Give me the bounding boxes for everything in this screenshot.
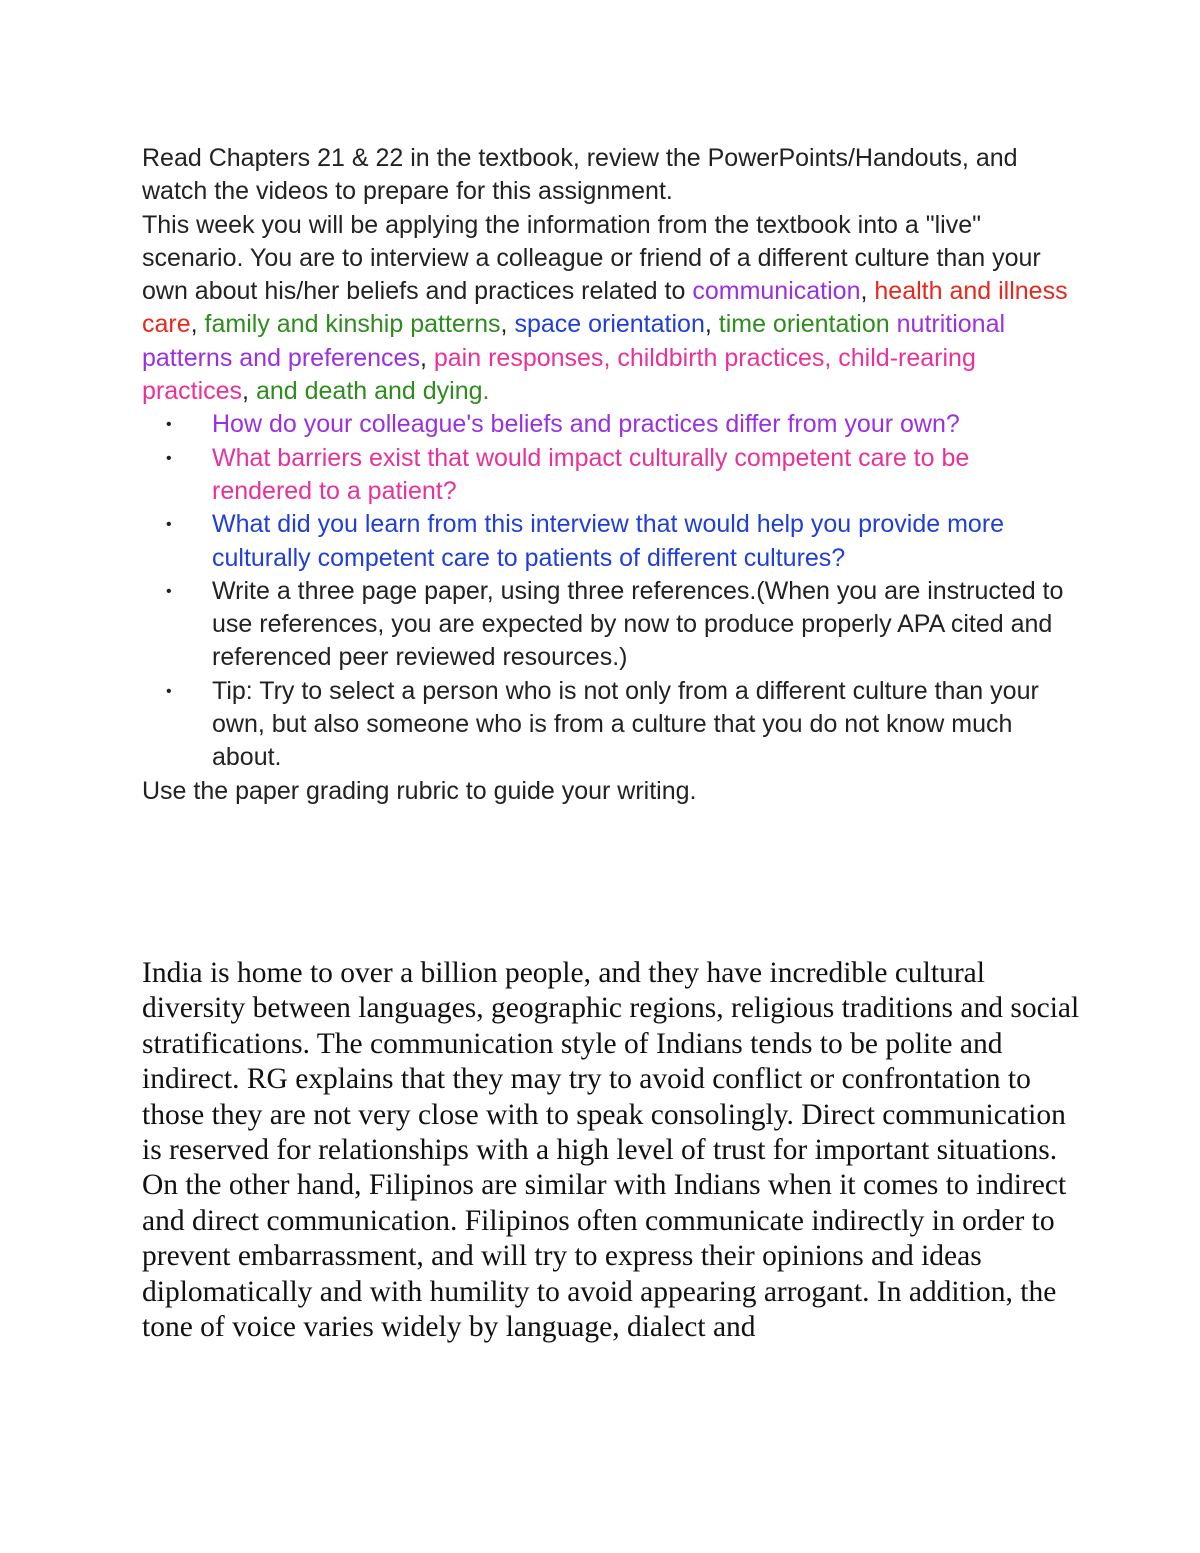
topic-family: family and kinship patterns bbox=[204, 310, 501, 339]
bullet-icon: • bbox=[166, 416, 172, 434]
closing-line: Use the paper grading rubric to guide your writing. bbox=[142, 776, 697, 805]
topic-pain: pain responses bbox=[433, 343, 604, 372]
list-item bbox=[142, 442, 1072, 509]
essay-paragraph: India is home to over a billion people, and they have incredible cultural diversity between languages, geographic regions, religious traditions and social stratifications. The communication style of Indians tends to be polite and indirect. RG explains that they may try to avoid conflict or confrontation to those they are not very close with to speak consolingly. Direct communication is reserved for relationships with a high level of trust for important situations. On the other hand, Filipinos are similar with Indians when it comes to indirect and direct communication. Filipinos often communicate indirectly in order to prevent embarrassment, and will try to express their opinions and ideas diplomatically and with humility to avoid appearing arrogant. In addition, the tone of voice varies widely by language, dialect and bbox=[142, 957, 1080, 1344]
list-item bbox=[142, 508, 1072, 575]
bullet-icon: • bbox=[166, 449, 172, 467]
bullet-icon: • bbox=[166, 682, 172, 700]
question-learning: What did you learn from this interview that would help you provide more culturally competent care to patients of different cultures? bbox=[212, 510, 1005, 572]
topic-nutrition: nutritional patterns and preferences bbox=[142, 310, 1006, 372]
topic-death: and death and dying. bbox=[255, 377, 490, 406]
list-item bbox=[142, 575, 1072, 675]
topic-communication: communication bbox=[692, 277, 861, 306]
question-barriers: What barriers exist that would impact culturally competent care to be rendered to a patient? bbox=[212, 443, 970, 505]
question-list bbox=[142, 408, 1072, 774]
list-item bbox=[142, 675, 1072, 775]
scenario-paragraph: This week you will be applying the information from the textbook into a "live" scenario. You are to interview a colleague or friend of a different culture than your own about his/her beliefs and practices related to communication, health and illness care, family and kinship patterns, space orientation, time orientation nutritional patterns and preferences, pain responses, childbirth practices, child-rearing practices, and death and dying. bbox=[142, 210, 1068, 406]
topic-space: space orientation bbox=[514, 310, 705, 339]
assignment-instructions bbox=[142, 142, 1072, 808]
list-item bbox=[142, 408, 1072, 441]
selection-tip: Tip: Try to select a person who is not only from a different culture than your own, but also someone who is from a culture that you do not know much about. bbox=[212, 676, 1039, 772]
topic-childrearing: child-rearing practices bbox=[142, 343, 976, 406]
topic-health: health and illness care bbox=[142, 277, 1068, 339]
intro-line: Read Chapters 21 & 22 in the textbook, review the PowerPoints/Handouts, and watch the videos to prepare for this assignment. bbox=[142, 144, 1018, 206]
topic-childbirth: childbirth practices bbox=[617, 343, 825, 372]
question-differences: How do your colleague's beliefs and practices differ from your own? bbox=[212, 410, 960, 439]
paper-requirements: Write a three page paper, using three references.(When you are instructed to use references, you are expected by now to produce properly APA cited and referenced peer reviewed resources.) bbox=[212, 576, 1064, 672]
bullet-icon: • bbox=[166, 516, 172, 534]
topic-time: time orientation bbox=[718, 310, 890, 339]
scenario-lead: This week you will be applying the information from the textbook into a "live" scenario. You are to interview a colleague or friend of a different culture than your own about his/her beliefs and practices related to bbox=[142, 210, 1041, 306]
bullet-icon: • bbox=[166, 582, 172, 600]
